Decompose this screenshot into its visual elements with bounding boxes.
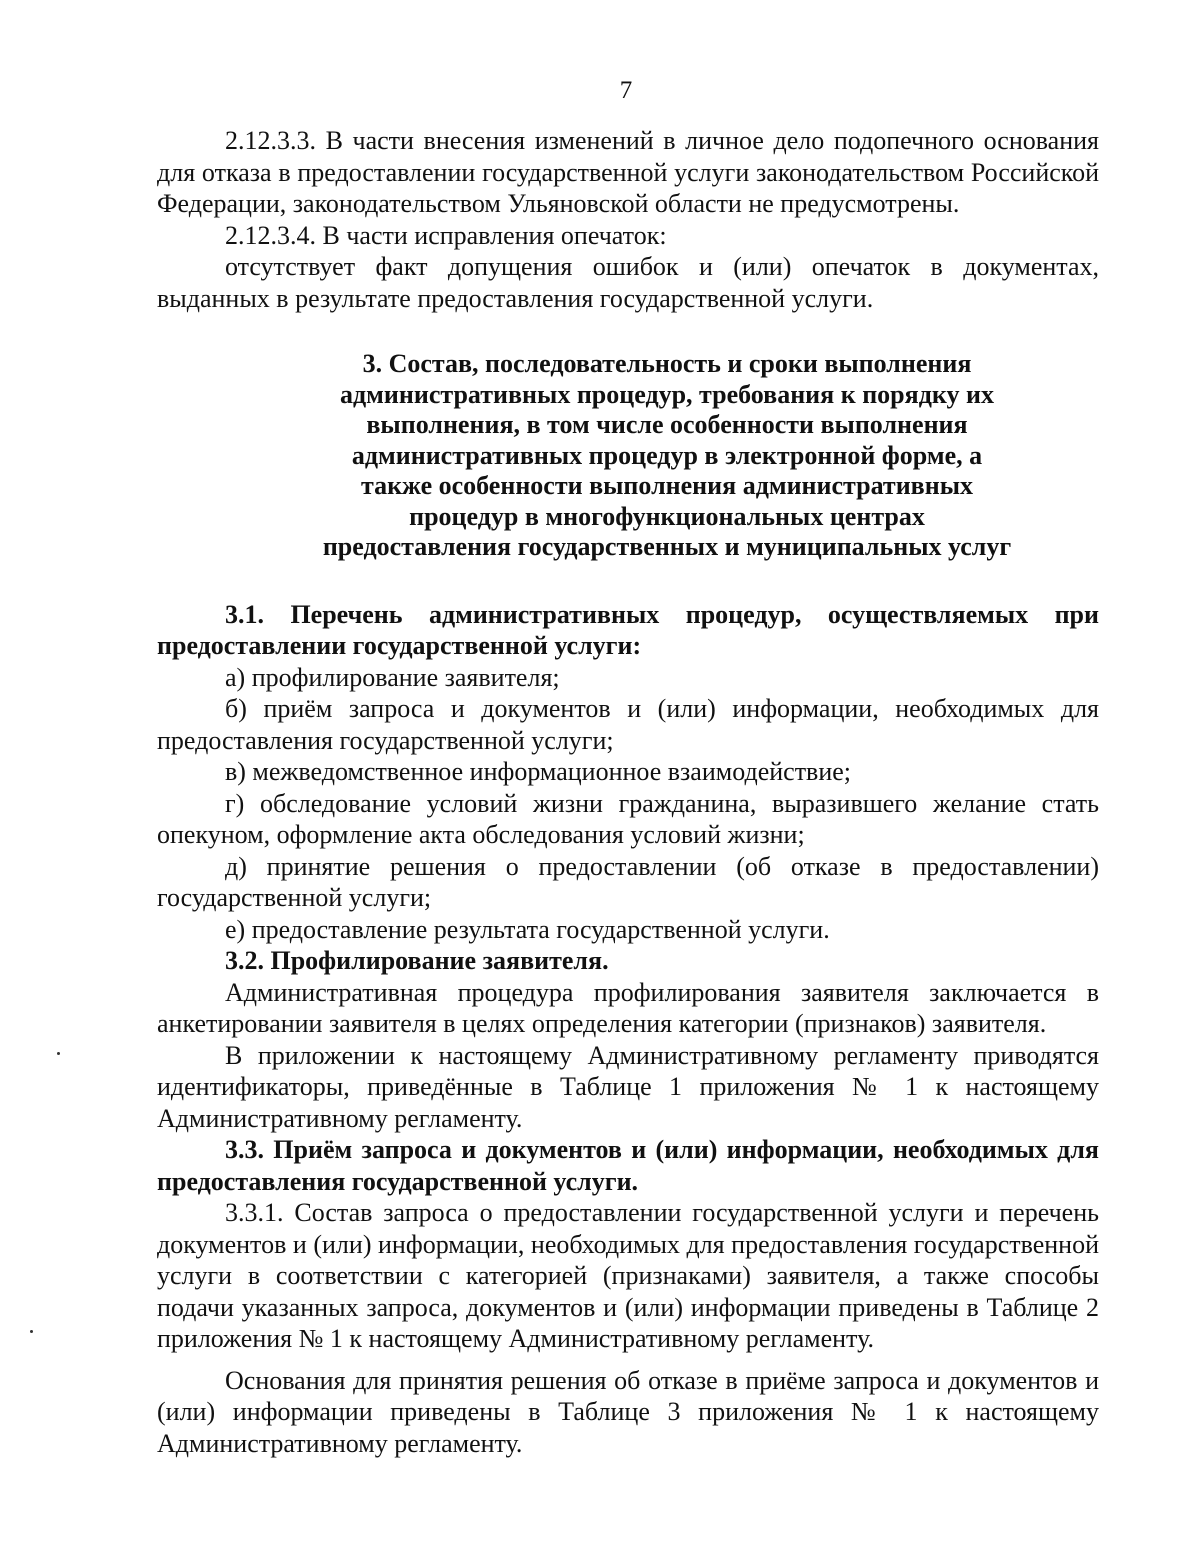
list-item-a: а) профилирование заявителя;: [225, 662, 560, 692]
section-3-heading: 3. Состав, последовательность и сроки выполнения административных процедур, требования к порядку их выполнения, в том числе особенности выполнения административных процедур в электронной форме, а также особенности выполнения административных процедур в многофункциональных центрах предоставления государственных и муниципальных услуг: [322, 349, 1012, 561]
page-number: 7: [619, 77, 633, 104]
document-body: [157, 125, 1099, 1459]
paragraph-3-2-a: Административная процедура профилирования заявителя заключается в анкетировании заявителя в целях определения категории (признаков) заявителя.: [157, 977, 1099, 1038]
paragraph-3-3-1: 3.3.1. Состав запроса о предоставлении государственной услуги и перечень документов и (или) информации, необходимых для предоставления государственной услуги в соответствии с категорией (признаками) заявителя, а также способы подачи указанных запроса, документов и (или) информации приведены в Таблице 2 приложения № 1 к настоящему Административному регламенту.: [157, 1198, 1099, 1353]
paragraph-2-12-3-3: 2.12.3.3. В части внесения изменений в личное дело подопечного основания для отказа в предоставлении государственной услуги законодательством Российской Федерации, законодательством Ульяновской области не предусмотрены.: [157, 126, 1099, 218]
list-item-b: б) приём запроса и документов и (или) информации, необходимых для предоставления государственной услуги;: [157, 694, 1099, 755]
heading-3-2: 3.2. Профилирование заявителя.: [225, 946, 609, 975]
heading-3-1: 3.1. Перечень административных процедур, осуществляемых при предоставлении государственной услуги:: [157, 599, 1099, 660]
heading-3-3: 3.3. Приём запроса и документов и (или) информации, необходимых для предоставления государственной услуги.: [157, 1135, 1099, 1196]
paragraph-2-12-3-4: 2.12.3.4. В части исправления опечаток:: [225, 220, 667, 250]
list-item-v: в) межведомственное информационное взаимодействие;: [225, 757, 852, 786]
paragraph-refusal: Основания для принятия решения об отказе в приёме запроса и документов и (или) информации приведены в Таблице 3 приложения № 1 к настоящему Административному регламенту.: [157, 1365, 1099, 1458]
list-item-e: е) предоставление результата государственной услуги.: [225, 914, 830, 944]
list-item-d: д) принятие решения о предоставлении (об отказе в предоставлении) государственной услуги;: [157, 851, 1099, 912]
scan-speck: [30, 1330, 33, 1333]
paragraph-typos: отсутствует факт допущения ошибок и (или) опечаток в документах, выданных в результате предоставления государственной услуги.: [157, 252, 1099, 313]
list-item-g: г) обследование условий жизни гражданина, выразившего желание стать опекуном, оформление акта обследования условий жизни;: [157, 788, 1099, 849]
scan-speck: [57, 1052, 60, 1055]
spacer: [157, 563, 1099, 599]
paragraph-3-2-b: В приложении к настоящему Административному регламенту приводятся идентификаторы, приведённые в Таблице 1 приложения № 1 к настоящему Административному регламенту.: [157, 1040, 1099, 1133]
